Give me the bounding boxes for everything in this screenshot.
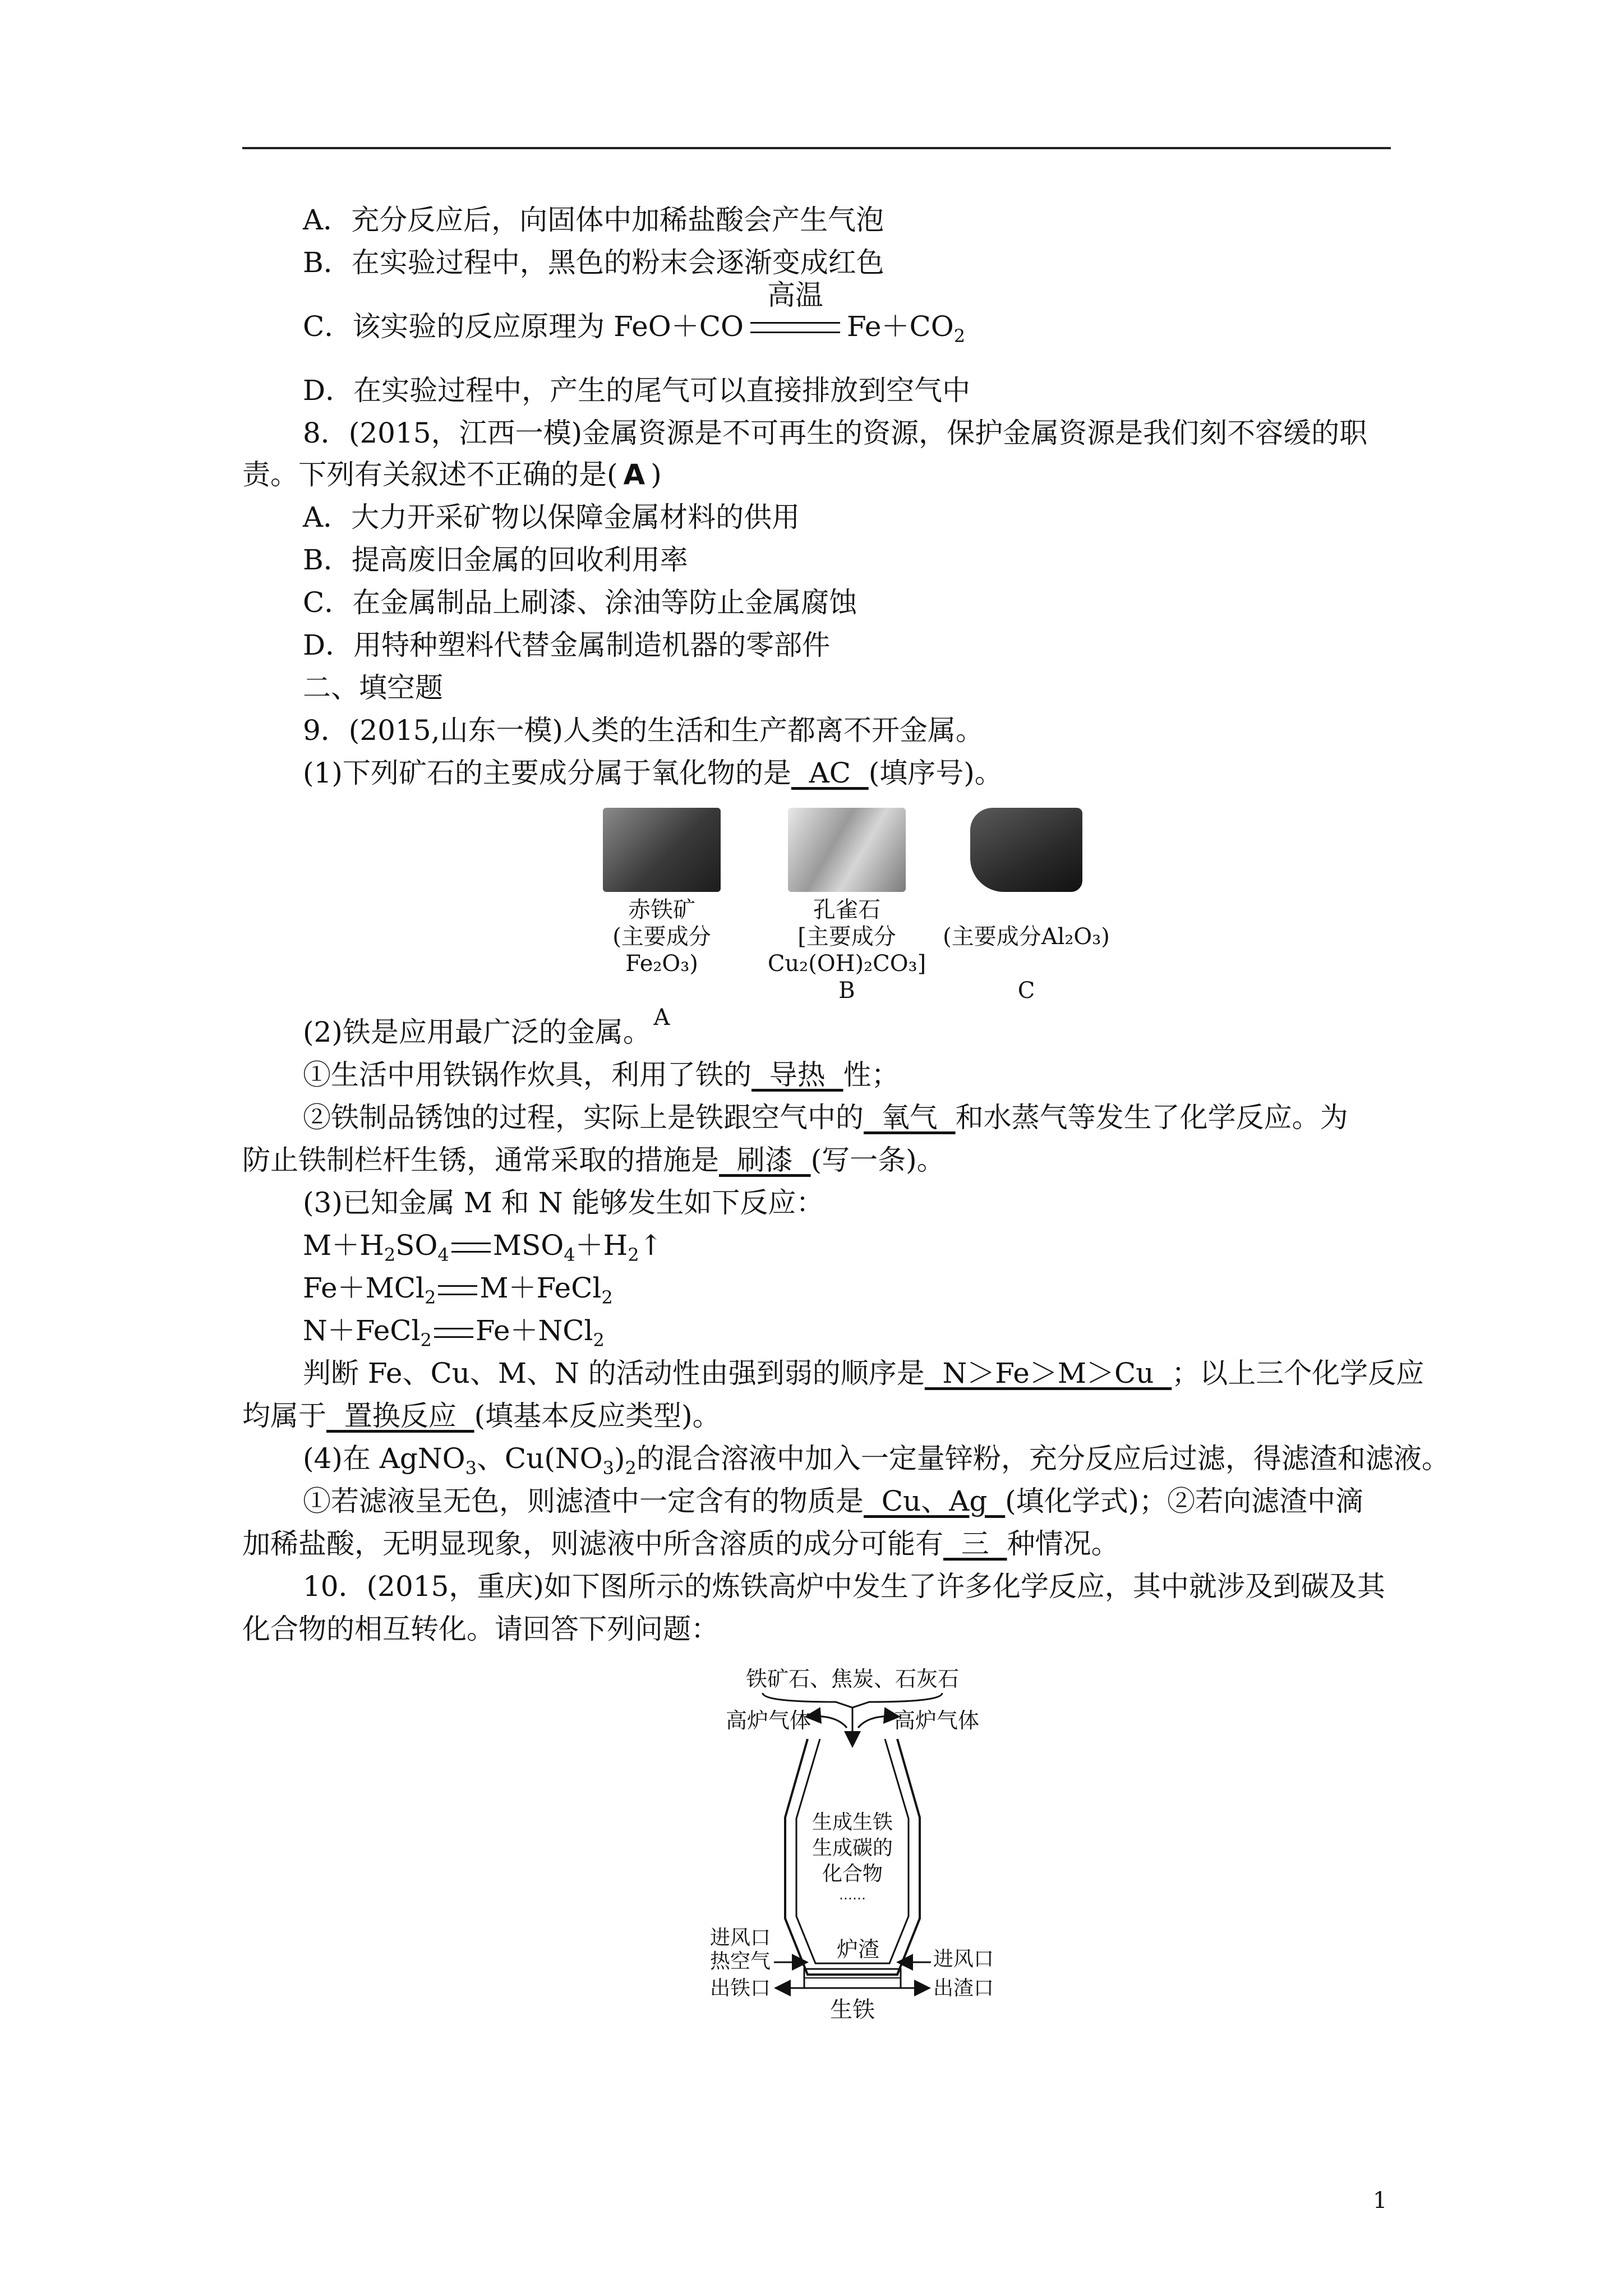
eq1-product-2: ＋H xyxy=(575,1229,628,1262)
q9-part2-1 xyxy=(303,1057,900,1093)
eq1-reactant: M＋H xyxy=(303,1229,384,1262)
q8-option-b: B．提高废旧金属的回收利用率 xyxy=(303,544,688,576)
q9-part4-2-suffix: 种情况。 xyxy=(1007,1527,1119,1560)
subscript: 2 xyxy=(593,1329,605,1351)
q9-type-text: 均属于 xyxy=(242,1400,326,1432)
subscript: 3 xyxy=(602,1457,615,1479)
slag-label: 炉渣 xyxy=(836,1937,880,1962)
q9-part2: (2)铁是应用最广泛的金属。 xyxy=(303,1016,651,1048)
q9-part4-1-suffix: (填化学式)；②若向滤渣中滴 xyxy=(1005,1485,1364,1517)
furnace-label-3: 化合物 xyxy=(822,1862,883,1885)
hematite-image xyxy=(603,808,721,892)
q9-judge-text: 判断 Fe、Cu、M、N 的活动性由强到弱的顺序是 xyxy=(303,1357,925,1389)
mineral-composition-2: Cu₂(OH)₂CO₃] xyxy=(767,951,926,977)
q8-option-d: D．用特种塑料代替金属制造机器的零部件 xyxy=(303,629,831,661)
equals-sign xyxy=(438,1285,477,1295)
blast-furnace-diagram xyxy=(695,1660,1009,2042)
q7-option-c xyxy=(303,279,966,354)
mineral-letter: A xyxy=(653,1005,670,1030)
inlet-right-label: 进风口 xyxy=(933,1948,994,1971)
q9-part3-type xyxy=(242,1398,721,1434)
bauxite-image xyxy=(970,808,1082,892)
q8-option-c: C．在金属制品上刷漆、涂油等防止金属腐蚀 xyxy=(303,586,857,619)
q9-part2-3-text: 防止铁制栏杆生锈，通常采取的措施是 xyxy=(242,1144,719,1176)
mineral-bauxite xyxy=(931,808,1122,1004)
mineral-letter: C xyxy=(1017,978,1035,1004)
mineral-hematite xyxy=(594,808,729,1031)
mineral-composition: (主要成分Al₂O₃) xyxy=(943,924,1110,950)
q9-part2-3-answer: 刷漆 xyxy=(719,1144,811,1176)
q8-stem-line2 xyxy=(242,457,662,493)
q9-type-answer: 置换反应 xyxy=(326,1400,474,1432)
eq2-product: M＋FeCl xyxy=(479,1272,602,1304)
subscript: 2 xyxy=(384,1244,396,1266)
q8-stem-close: ) xyxy=(651,458,662,491)
equation-3 xyxy=(303,1313,605,1358)
q9-part1-suffix: (填序号)。 xyxy=(868,757,1003,789)
mineral-letter: B xyxy=(838,978,855,1004)
q9-part4-1 xyxy=(303,1483,1363,1519)
q9-part4-1-answer: Cu、Ag xyxy=(864,1485,1006,1517)
eq3-product: Fe＋NCl xyxy=(475,1314,593,1347)
eq2-reactant: Fe＋MCl xyxy=(303,1272,425,1304)
q7-option-a: A．充分反应后，向固体中加稀盐酸会产生气泡 xyxy=(303,204,884,236)
q9-part4-1-text: ①若滤液呈无色，则滤渣中一定含有的物质是 xyxy=(303,1485,864,1517)
q9-part2-2-suffix: 和水蒸气等发生了化学反应。为 xyxy=(955,1101,1348,1134)
q9-part2-2 xyxy=(303,1099,1348,1135)
q9-part4-paren: ) xyxy=(614,1442,625,1475)
furnace-label-1: 生成生铁 xyxy=(811,1811,893,1834)
q10-stem-line1: 10．(2015，重庆)如下图所示的炼铁高炉中发生了许多化学反应，其中就涉及到碳及其 xyxy=(303,1570,1385,1603)
q9-part1 xyxy=(303,755,1003,791)
gas-arrow-left xyxy=(808,1716,847,1728)
q9-part4-text: (4)在 AgNO xyxy=(303,1442,465,1475)
q8-answer: A xyxy=(623,458,645,491)
q9-part2-2-text: ②铁制品锈蚀的过程，实际上是铁跟空气中的 xyxy=(303,1101,864,1134)
mineral-composition: (主要成分Fe₂O₃) xyxy=(612,924,711,977)
subscript: 2 xyxy=(625,1457,637,1479)
q9-stem: 9．(2015,山东一模)人类的生活和生产都离不开金属。 xyxy=(303,714,984,747)
furnace-label-4: …… xyxy=(839,1887,866,1903)
q9-part4 xyxy=(303,1441,1450,1486)
eq3-reactant: N＋FeCl xyxy=(303,1314,421,1347)
equation-2 xyxy=(303,1270,613,1315)
subscript: 4 xyxy=(564,1244,575,1266)
equation-1 xyxy=(303,1227,662,1273)
q9-judge-answer: N＞Fe＞M＞Cu xyxy=(924,1357,1172,1389)
slag-outlet-label: 出渣口 xyxy=(933,1977,994,2000)
gas-arrow: ↑ xyxy=(639,1229,663,1262)
q9-part1-answer: AC xyxy=(791,757,869,789)
q9-part4-text-3: 的混合溶液中加入一定量锌粉，充分反应后过滤，得滤渣和滤液。 xyxy=(636,1442,1450,1475)
pig-iron-label: 生铁 xyxy=(830,1997,875,2023)
mineral-malachite xyxy=(763,808,931,1004)
q8-stem-line1: 8．(2015，江西一模)金属资源是不可再生的资源，保护金属资源是我们刻不容缓的职 xyxy=(303,417,1368,449)
q9-part2-2-answer: 氧气 xyxy=(864,1101,956,1134)
q9-part2-1-suffix: 性； xyxy=(843,1059,900,1091)
q9-part4-2-answer: 三 xyxy=(943,1527,1007,1560)
q9-judge-suffix: ；以上三个化学反应 xyxy=(1172,1357,1424,1389)
q9-part1-text: (1)下列矿石的主要成分属于氧化物的是 xyxy=(303,757,791,789)
subscript: 4 xyxy=(437,1244,449,1266)
iron-outlet-label: 出铁口 xyxy=(709,1977,771,2000)
q9-type-suffix: (填基本反应类型)。 xyxy=(474,1400,721,1432)
inlet-left-label: 进风口 xyxy=(709,1926,771,1949)
q9-part4-2-text: 加稀盐酸，无明显现象，则滤液中所含溶质的成分可能有 xyxy=(242,1527,943,1560)
mineral-composition: [主要成分 xyxy=(797,924,896,950)
malachite-image xyxy=(788,808,906,892)
q9-part2-1-answer: 导热 xyxy=(751,1059,843,1091)
q8-stem-text: 责。下列有关叙述不正确的是( xyxy=(242,458,618,491)
gas-label-right: 高炉气体 xyxy=(893,1708,980,1733)
section-heading: 二、填空题 xyxy=(303,671,443,704)
equals-sign xyxy=(750,322,840,333)
header-rule xyxy=(242,147,1391,149)
mineral-composition-2 xyxy=(931,950,1122,977)
q9-part2-3-suffix: (写一条)。 xyxy=(810,1144,945,1176)
mineral-composition-2 xyxy=(594,977,729,1004)
q9-part2-1-text: ①生活中用铁锅作炊具，利用了铁的 xyxy=(303,1059,751,1091)
equals-sign xyxy=(451,1243,491,1253)
furnace-label-2: 生成碳的 xyxy=(811,1837,893,1860)
input-materials-label: 铁矿石、焦炭、石灰石 xyxy=(745,1667,960,1691)
subscript: 2 xyxy=(628,1244,639,1266)
eq1-reactant-2: SO xyxy=(395,1229,438,1262)
page-number: 1 xyxy=(1373,2188,1387,2214)
subscript: 3 xyxy=(465,1457,477,1479)
q10-stem-line2: 化合物的相互转化。请回答下列问题： xyxy=(242,1613,719,1645)
q7-option-b: B．在实验过程中，黑色的粉末会逐渐变成红色 xyxy=(303,246,884,279)
subscript: 2 xyxy=(420,1329,432,1351)
q9-part4-2 xyxy=(242,1526,1119,1562)
q9-part4-text-2: 、Cu(NO xyxy=(476,1442,603,1475)
input-brace xyxy=(763,1693,942,1708)
q9-part2-3 xyxy=(242,1142,945,1178)
gas-arrow-right xyxy=(858,1716,897,1728)
eq1-product: MSO xyxy=(492,1229,564,1262)
q7-option-d: D．在实验过程中，产生的尾气可以直接排放到空气中 xyxy=(303,374,971,407)
hot-air-label: 热空气 xyxy=(709,1950,771,1973)
q8-option-a: A．大力开采矿物以保障金属材料的供用 xyxy=(303,501,800,533)
q7-option-c-product: Fe＋CO xyxy=(846,310,954,343)
q9-part3-judge xyxy=(303,1355,1424,1391)
mineral-name: 赤铁矿 xyxy=(628,897,695,923)
reaction-condition xyxy=(750,279,840,346)
mineral-name xyxy=(931,896,1122,923)
subscript: 2 xyxy=(425,1287,436,1308)
gas-label-left: 高炉气体 xyxy=(725,1708,811,1733)
q9-part3: (3)已知金属 M 和 N 能够发生如下反应： xyxy=(303,1186,824,1219)
subscript: 2 xyxy=(953,325,966,347)
condition-label: 高温 xyxy=(767,279,823,311)
q7-option-c-text: C．该实验的反应原理为 FeO＋CO xyxy=(303,310,744,343)
subscript: 2 xyxy=(601,1287,613,1308)
equals-sign xyxy=(434,1328,473,1338)
mineral-name: 孔雀石 xyxy=(813,897,880,923)
